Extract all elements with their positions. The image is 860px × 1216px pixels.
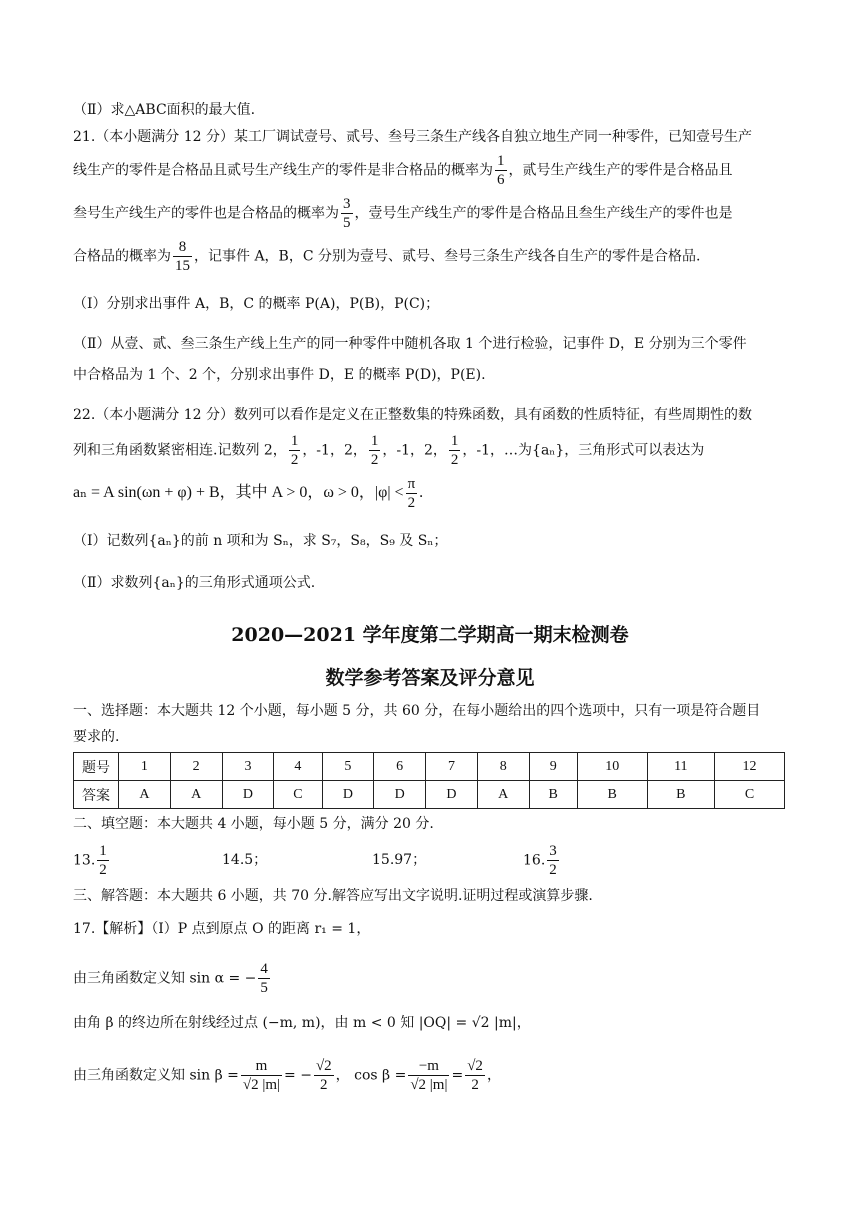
frac-den: 6 — [497, 172, 505, 188]
answer-13 — [73, 842, 111, 879]
frac-den: 2 — [450, 452, 459, 468]
frac-num: 1 — [450, 433, 459, 449]
q22-line3 — [73, 475, 423, 512]
q21-line3-b: ，壹号生产线生产的零件是合格品且叁生产线生产的零件也是 — [354, 205, 733, 222]
sol17-line4-a: 由三角函数定义知 sin β = — [73, 1067, 239, 1084]
table-cell: D — [426, 781, 478, 809]
q22-half-2 — [369, 432, 381, 469]
frac-num: −m — [408, 1057, 449, 1076]
frac-den: 5 — [260, 980, 268, 996]
q21-frac-8-15 — [173, 238, 192, 275]
frac-num: 4 — [260, 961, 268, 977]
frac-den: 2 — [320, 1077, 328, 1093]
table-cell: A — [119, 781, 171, 809]
table-cell: D — [322, 781, 374, 809]
q22-line2-c: ，-1，2， — [382, 442, 447, 459]
section1-line1: 一、选择题：本大题共 12 个小题，每小题 5 分，共 60 分，在每小题给出的四个选项中，只有一项是符合题目 — [73, 703, 761, 719]
q20-part2: （Ⅱ）求△ABC面积的最大值. — [73, 102, 256, 118]
frac-den: 2 — [549, 862, 557, 878]
table-cell: 10 — [577, 753, 647, 781]
sol17-frac-4-5 — [258, 960, 270, 997]
q21-line2-b: ，贰号生产线生产的零件是合格品且 — [508, 162, 733, 179]
q21-line4-b: ，记事件 A，B，C 分别为壹号、贰号、叁号三条生产线各自生产的零件是合格品. — [194, 248, 701, 265]
sol17-line4-d: = — [451, 1067, 464, 1084]
frac-den: 5 — [343, 215, 351, 231]
table-cell: A — [170, 781, 222, 809]
section2-line: 二、填空题：本大题共 4 小题，每小题 5 分，满分 20 分. — [73, 816, 434, 832]
q21-line4-a: 合格品的概率为 — [73, 248, 171, 265]
main-title: 2020—2021 学年度第二学期高一期末检测卷 — [231, 624, 629, 646]
table-cell: D — [374, 781, 426, 809]
table-cell: 11 — [647, 753, 714, 781]
table-cell: C — [715, 781, 785, 809]
section3-line: 三、解答题：本大题共 6 小题，共 70 分.解答应写出文字说明.证明过程或演算步骤. — [73, 888, 593, 904]
sol17-line4 — [73, 1057, 501, 1094]
table-cell: B — [529, 781, 577, 809]
frac-den: 2 — [99, 862, 107, 878]
frac-den: 2 — [290, 452, 299, 468]
q21-line1: 21.（本小题满分 12 分）某工厂调试壹号、贰号、叁号三条生产线各自独立地生产同一种零件，已知壹号生产 — [73, 129, 752, 145]
q21-line2-a: 线生产的零件是合格品且贰号生产线生产的零件是非合格品的概率为 — [73, 162, 493, 179]
frac-num: √2 — [315, 1058, 332, 1074]
q22-part2: （Ⅱ）求数列{aₙ}的三角形式通项公式. — [73, 575, 316, 591]
answer-16-frac — [547, 842, 559, 879]
answer-table — [73, 752, 785, 809]
table-cell: 9 — [529, 753, 577, 781]
sol17-line4-b: = − — [284, 1067, 312, 1084]
q21-part1: （Ⅰ）分别求出事件 A，B，C 的概率 P(A)，P(B)，P(C)； — [73, 296, 440, 312]
q22-line2-a: 列和三角函数紧密相连.记数列 2， — [73, 442, 287, 459]
sol17-frac-sqrt2-b — [465, 1057, 485, 1094]
row-label: 题号 — [74, 753, 119, 781]
table-cell: A — [477, 781, 529, 809]
q22-line2-d: ，-1，…为{aₙ}，三角形式可以表达为 — [462, 442, 705, 459]
q21-part2-line2: 中合格品为 1 个、2 个，分别求出事件 D，E 的概率 P(D)，P(E). — [73, 367, 486, 383]
frac-den: 2 — [407, 495, 416, 511]
frac-den: 2 — [370, 452, 379, 468]
table-cell: B — [647, 781, 714, 809]
sol17-line4-c: ， cos β = — [335, 1067, 407, 1084]
answer-13-frac — [97, 842, 109, 879]
q22-half-1 — [289, 432, 301, 469]
q22-line3-b: . — [419, 484, 424, 502]
frac-num: m — [241, 1057, 282, 1076]
table-cell: D — [222, 781, 274, 809]
sol17-line1: 17.【解析】（Ⅰ）P 点到原点 O 的距离 r₁ = 1， — [73, 921, 371, 937]
q22-part1: （Ⅰ）记数列{aₙ}的前 n 项和为 Sₙ，求 S₇，S₈，S₉ 及 Sₙ； — [73, 533, 448, 549]
table-cell: 12 — [715, 753, 785, 781]
q21-line3 — [73, 195, 733, 232]
answer-15: 15.97； — [372, 852, 427, 868]
table-row — [74, 753, 785, 781]
row-label: 答案 — [74, 781, 119, 809]
q22-half-3 — [449, 432, 461, 469]
table-cell: 6 — [374, 753, 426, 781]
q21-line2 — [73, 152, 733, 189]
frac-num: 1 — [290, 433, 299, 449]
table-row — [74, 781, 785, 809]
answer-13-label: 13. — [73, 852, 96, 869]
sol17-frac-sin — [241, 1057, 282, 1094]
q21-frac-3-5 — [341, 195, 353, 232]
sol17-line3: 由角 β 的终边所在射线经过点 (−m, m)，由 m < 0 知 |OQ| = √2 |m|， — [73, 1015, 531, 1031]
q22-line2 — [73, 432, 704, 469]
sol17-line4-e: ， — [486, 1067, 501, 1084]
table-cell: 3 — [222, 753, 274, 781]
q21-line3-a: 叁号生产线生产的零件也是合格品的概率为 — [73, 205, 339, 222]
frac-den: √2 |m| — [410, 1077, 448, 1093]
table-cell: 4 — [274, 753, 322, 781]
sub-title: 数学参考答案及评分意见 — [325, 667, 535, 689]
section1-line2: 要求的. — [73, 729, 120, 745]
table-cell: 5 — [322, 753, 374, 781]
q22-line1: 22.（本小题满分 12 分）数列可以看作是定义在正整数集的特殊函数，具有函数的性质特征，有些周期性的数 — [73, 407, 752, 423]
frac-num: 3 — [549, 843, 557, 859]
frac-num: 3 — [343, 196, 351, 212]
table-cell: B — [577, 781, 647, 809]
q21-line4 — [73, 238, 700, 275]
frac-num: 1 — [370, 433, 379, 449]
q22-line3-a: aₙ = A sin(ωn + φ) + B，其中 A > 0，ω > 0，|φ| < — [73, 484, 404, 502]
sol17-line2-a: 由三角函数定义知 sin α = − — [73, 970, 257, 987]
frac-num: √2 — [467, 1058, 483, 1074]
frac-num: 1 — [99, 843, 107, 859]
table-cell: 2 — [170, 753, 222, 781]
frac-num: π — [407, 476, 416, 492]
table-cell: 1 — [119, 753, 171, 781]
q21-part2-line1: （Ⅱ）从壹、贰、叁三条生产线上生产的同一种零件中随机各取 1 个进行检验，记事件 D，E 分别为三个零件 — [73, 336, 747, 352]
q22-pi-frac — [406, 475, 418, 512]
table-cell: C — [274, 781, 322, 809]
table-cell: 7 — [426, 753, 478, 781]
frac-num: 8 — [173, 238, 192, 257]
answer-14: 14.5； — [222, 852, 268, 868]
sol17-frac-cos — [408, 1057, 449, 1094]
frac-den: 15 — [175, 258, 190, 274]
frac-den: √2 |m| — [242, 1077, 281, 1093]
q21-frac-1-6 — [495, 152, 507, 189]
q22-line2-b: ，-1，2， — [302, 442, 367, 459]
answer-16 — [523, 842, 561, 879]
sol17-line2 — [73, 960, 272, 997]
frac-num: 1 — [497, 153, 505, 169]
answer-16-label: 16. — [523, 852, 546, 869]
table-cell: 8 — [477, 753, 529, 781]
frac-den: 2 — [471, 1077, 479, 1093]
sol17-frac-sqrt2-a — [314, 1057, 334, 1094]
